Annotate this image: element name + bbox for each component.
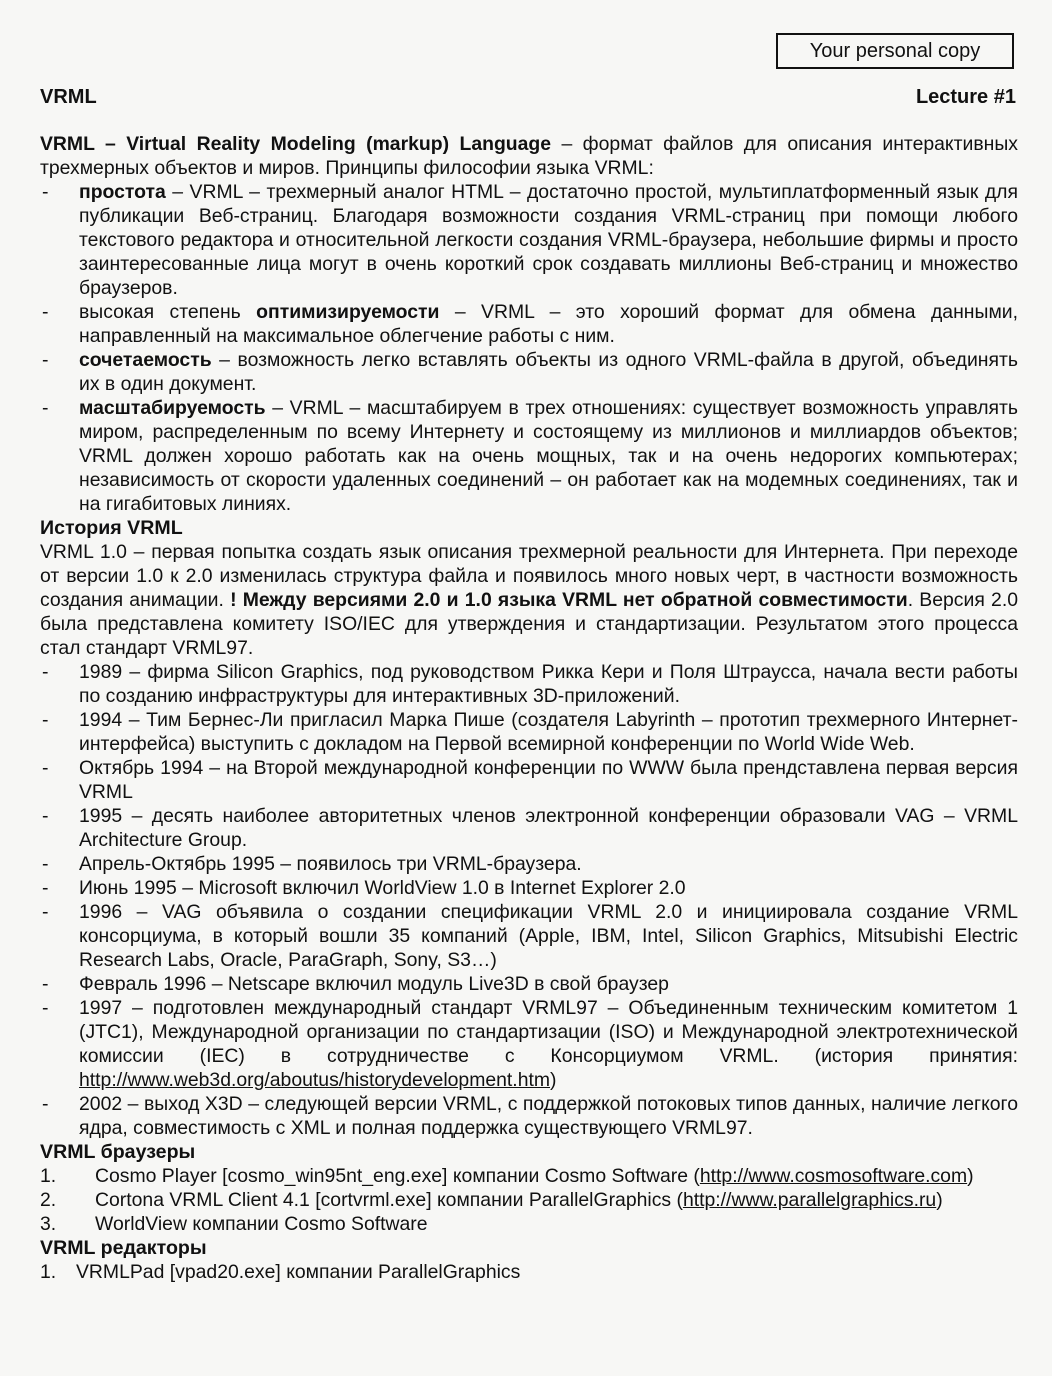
history-item: - 1989 – фирма Silicon Graphics, под руководством Рикка Кери и Поля Штраусса, начала вести работы по созданию инфраструктуры для интерактивных 3D-приложений. — [40, 660, 1018, 708]
history-item: - Февраль 1996 – Netscape включил модуль Live3D в свой браузер — [40, 972, 1018, 996]
lecture-number: Lecture #1 — [915, 86, 1016, 108]
history-item: - 1996 – VAG объявила о создании спецификации VRML 2.0 и инициировала создание VRML консорциума, в который вошли 35 компаний (Apple, IBM, Intel, Silicon Graphics, Mitsubishi Electric Research Labs, Oracle, ParaGraph, Sony, S3…) — [40, 900, 1018, 972]
browser-text: Cosmo Player [cosmo_win95nt_eng.exe] компании Cosmo Software ( — [95, 1165, 700, 1187]
principle-text: – VRML – трехмерный аналог HTML – достаточно простой, мультиплатформенный язык для публикации Веб-страниц. Благодаря возможности создания VRML-страниц при помощи любого текстового редактора и относительной легкости создания VRML-браузера, небольшие фирмы и просто заинтересованные лица могут в очень короткий срок создавать миллионы Веб-страниц и множество браузеров. — [79, 181, 1018, 299]
history-item: - Июнь 1995 – Microsoft включил WorldView 1.0 в Internet Explorer 2.0 — [40, 876, 1018, 900]
principle-text: – возможность легко вставлять объекты из одного VRML-файла в другой, объединять их в один документ. — [79, 349, 1018, 395]
history-text: VRML 1.0 – первая попытка создать язык описания трехмерной реальности для Интернета. При переходе от версии 1.0 к 2.0 изменилась структура файла и появилось много новых черт, в частности возможность создания анимации. — [40, 541, 1018, 611]
principle-keyword: простота — [79, 181, 166, 203]
history-item-text: 1997 – подготовлен международный стандарт VRML97 – Объединенным техническим комитетом 1 (JTC1), Международной организации по стандартизации (ISO) и Международной электротехнической комиссии (IEC) в сотрудничестве с Консорциумом VRML. (история принятия: — [79, 997, 1018, 1067]
personal-copy-stamp: Your personal copy — [776, 33, 1014, 69]
history-heading: История VRML — [40, 517, 183, 539]
history-link[interactable]: http://www.web3d.org/aboutus/historydevelopment.htm — [79, 1069, 551, 1091]
principle-keyword: сочетаемость — [79, 349, 212, 371]
intro-paragraph — [40, 132, 1018, 180]
history-item: - Апрель-Октябрь 1995 – появилось три VRML-браузера. — [40, 852, 1018, 876]
browser-link[interactable]: http://www.cosmosoftware.com — [699, 1165, 968, 1187]
history-item: - 1995 – десять наиболее авторитетных членов электронной конференции образовали VAG – VRML Architecture Group. — [40, 804, 1018, 852]
editors-heading: VRML редакторы — [40, 1237, 207, 1259]
editor-item — [40, 1260, 1018, 1284]
item-number: 1. — [40, 1165, 57, 1187]
principle-item — [40, 180, 1018, 300]
browser-item — [40, 1212, 1018, 1236]
principle-text: – VRML – масштабируем в трех отношениях: существует возможность управлять миром, распределенным по всему Интернету и состоящему из миллионов и миллиардов объектов; VRML должен хорошо работать как на очень мощных, так и на очень недорогих компьютерах; независимость от скорости удаленных соединений – он работает как на модемных соединениях, так и на гигабитовых линиях. — [79, 397, 1018, 515]
browser-text-end: ) — [967, 1165, 974, 1187]
principles-list — [40, 180, 1018, 516]
item-number: 3. — [40, 1213, 57, 1235]
editor-text: VRMLPad [vpad20.exe] компании ParallelGraphics — [76, 1261, 521, 1283]
document-body — [40, 132, 1018, 1284]
browser-text: WorldView компании Cosmo Software — [95, 1213, 428, 1235]
browser-link[interactable]: http://www.parallelgraphics.ru — [682, 1189, 937, 1211]
browser-item — [40, 1164, 1018, 1188]
header-title: VRML — [40, 86, 97, 108]
intro-term: VRML – Virtual Reality Modeling (markup) Language — [40, 133, 552, 155]
principle-keyword: масштабируемость — [79, 397, 266, 419]
browsers-list — [40, 1164, 1018, 1236]
browsers-heading: VRML браузеры — [40, 1141, 196, 1163]
item-number: 1. — [40, 1261, 57, 1283]
editors-list — [40, 1260, 1018, 1284]
intro-text: – формат файлов для описания интерактивных трехмерных объектов и миров. Принципы философии языка VRML: — [40, 133, 1018, 179]
principle-item — [40, 300, 1018, 348]
history-item: - 1994 – Тим Бернес-Ли пригласил Марка Пише (создателя Labyrinth – прототип трехмерного Интернет-интерфейса) выступить с докладом на Первой всемирной конференции по World Wide Web. — [40, 708, 1018, 756]
principle-keyword: оптимизируемости — [256, 301, 440, 323]
history-paragraph — [40, 540, 1018, 660]
principle-text: – VRML – это хороший формат для обмена данными, направленный на максимальное облегчение работы с ним. — [79, 301, 1018, 347]
history-list — [40, 660, 1018, 1140]
browser-item — [40, 1188, 1018, 1212]
history-item-end: ) — [550, 1069, 557, 1091]
history-item — [40, 996, 1018, 1092]
browser-text-end: ) — [936, 1189, 943, 1211]
history-text-end: . Версия 2.0 была представлена комитету ISO/IEC для утверждения и стандартизации. Результатом этого процесса стал стандарт VRML97. — [40, 589, 1018, 659]
history-warning: ! Между версиями 2.0 и 1.0 языка VRML нет обратной совместимости — [230, 589, 908, 611]
history-item: - Октябрь 1994 – на Второй международной конференции по WWW была прендставлена первая версия VRML — [40, 756, 1018, 804]
principle-item — [40, 396, 1018, 516]
principle-item — [40, 348, 1018, 396]
history-item: - 2002 – выход X3D – следующей версии VRML, с поддержкой потоковых типов данных, наличие легкого ядра, совместимость с XML и полная поддержка существующего VRML97. — [40, 1092, 1018, 1140]
item-number: 2. — [40, 1189, 57, 1211]
principle-pre: высокая степень — [79, 301, 257, 323]
browser-text: Cortona VRML Client 4.1 [cortvrml.exe] компании ParallelGraphics ( — [95, 1189, 683, 1211]
